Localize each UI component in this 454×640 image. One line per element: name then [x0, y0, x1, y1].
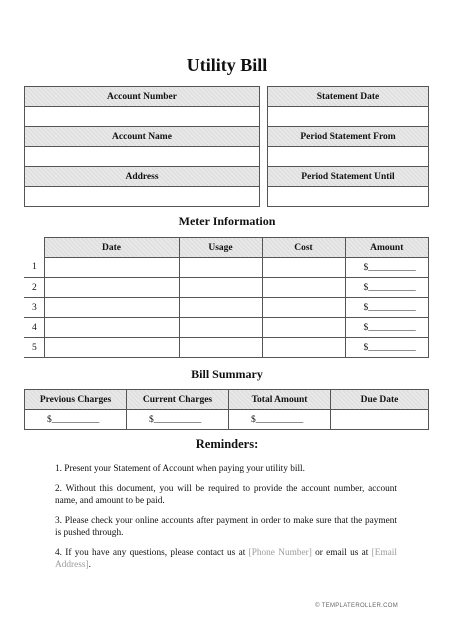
date-cell[interactable]: [44, 278, 179, 298]
amount-cell[interactable]: $__________: [345, 298, 429, 318]
table-row: [24, 258, 429, 278]
reminder-item: 2. Without this document, you will be required to provide the account number, account name, and amount to be paid.: [55, 483, 397, 506]
page-title: Utility Bill: [186, 55, 268, 75]
meter-table: [24, 237, 429, 358]
due-date-value[interactable]: [331, 410, 429, 430]
account-table: [24, 86, 260, 207]
total-amount-value[interactable]: $__________: [229, 410, 331, 430]
account-number-label: Account Number: [25, 87, 260, 107]
row-number: 4: [24, 318, 44, 338]
previous-charges-value[interactable]: $__________: [25, 410, 127, 430]
date-cell[interactable]: [44, 258, 179, 278]
usage-cell[interactable]: [179, 298, 262, 318]
reminder-text: .: [88, 560, 91, 570]
cost-cell[interactable]: [262, 258, 345, 278]
address-label: Address: [25, 167, 260, 187]
phone-placeholder[interactable]: [Phone Number]: [248, 547, 312, 558]
table-row: [24, 318, 429, 338]
reminder-text: or email us at: [311, 547, 372, 558]
summary-col-due: Due Date: [331, 390, 429, 410]
cost-cell[interactable]: [262, 298, 345, 318]
reminder-text: 4. If you have any questions, please contact us at: [55, 547, 249, 558]
amount-cell[interactable]: $__________: [345, 258, 429, 278]
reminders-heading: Reminders:: [195, 437, 259, 451]
statement-date-field[interactable]: [268, 107, 429, 127]
email-placeholder[interactable]: [Email Address]: [55, 547, 397, 570]
reminder-item: 3. Please check your online accounts after payment in order to make sure that the payment is pushed through.: [55, 515, 397, 538]
address-field[interactable]: [25, 187, 260, 207]
current-charges-value[interactable]: $__________: [127, 410, 229, 430]
meter-col-amount: Amount: [345, 238, 429, 258]
account-name-label: Account Name: [25, 127, 260, 147]
row-number: 5: [24, 338, 44, 358]
summary-col-current: Current Charges: [127, 390, 229, 410]
period-until-field[interactable]: [268, 187, 429, 207]
usage-cell[interactable]: [179, 318, 262, 338]
summary-col-total: Total Amount: [229, 390, 331, 410]
summary-table: [24, 389, 429, 430]
row-number: 2: [24, 278, 44, 298]
summary-col-previous: Previous Charges: [25, 390, 127, 410]
table-row: [24, 298, 429, 318]
meter-col-cost: Cost: [262, 238, 345, 258]
table-row: [24, 338, 429, 358]
statement-date-label: Statement Date: [268, 87, 429, 107]
usage-cell[interactable]: [179, 338, 262, 358]
date-cell[interactable]: [44, 298, 179, 318]
meter-col-usage: Usage: [179, 238, 262, 258]
reminder-item: 1. Present your Statement of Account when paying your utility bill.: [55, 464, 305, 474]
amount-cell[interactable]: $__________: [345, 318, 429, 338]
period-from-field[interactable]: [268, 147, 429, 167]
period-from-label: Period Statement From: [268, 127, 429, 147]
meter-col-date: Date: [44, 238, 179, 258]
cost-cell[interactable]: [262, 278, 345, 298]
amount-cell[interactable]: $__________: [345, 278, 429, 298]
account-number-field[interactable]: [25, 107, 260, 127]
amount-cell[interactable]: $__________: [345, 338, 429, 358]
meter-corner: [24, 238, 44, 258]
cost-cell[interactable]: [262, 338, 345, 358]
table-row: [24, 278, 429, 298]
cost-cell[interactable]: [262, 318, 345, 338]
date-cell[interactable]: [44, 338, 179, 358]
period-until-label: Period Statement Until: [268, 167, 429, 187]
usage-cell[interactable]: [179, 278, 262, 298]
row-number: 3: [24, 298, 44, 318]
footer-credit: © TEMPLATEROLLER.COM: [315, 603, 398, 609]
usage-cell[interactable]: [179, 258, 262, 278]
statement-table: [267, 86, 429, 207]
date-cell[interactable]: [44, 318, 179, 338]
summary-heading: Bill Summary: [191, 367, 263, 381]
reminder-item: [55, 547, 397, 572]
reminders-list: [55, 463, 397, 579]
row-number: 1: [24, 258, 44, 278]
account-name-field[interactable]: [25, 147, 260, 167]
meter-heading: Meter Information: [178, 214, 276, 228]
